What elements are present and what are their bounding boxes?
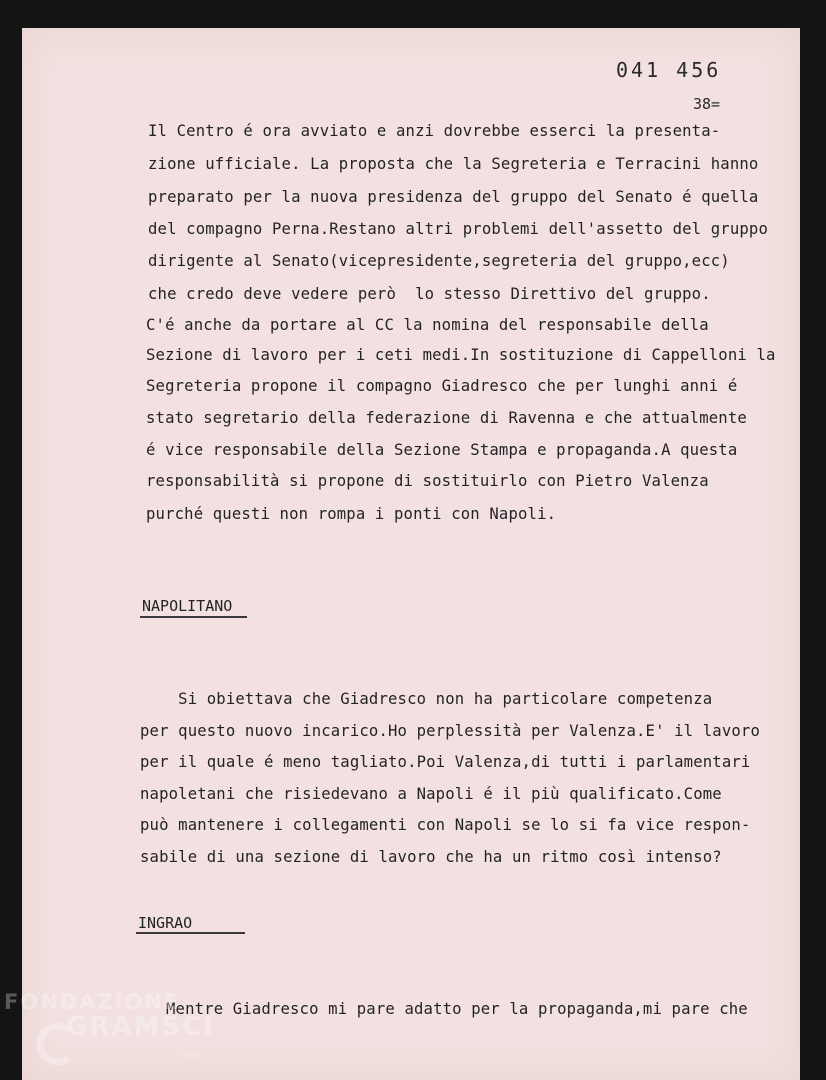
- text-line: Il Centro é ora avviato e anzi dovrebbe esserci la presenta-: [148, 122, 721, 140]
- page-number: 38=: [693, 95, 721, 113]
- text-line: C'é anche da portare al CC la nomina del responsabile della: [146, 316, 709, 334]
- text-line: purché questi non rompa i ponti con Napoli.: [146, 505, 557, 523]
- text-line: per questo nuovo incarico.Ho perplessità per Valenza.E' il lavoro: [140, 722, 760, 740]
- heading-underline: [140, 616, 247, 618]
- speaker-heading-napolitano: NAPOLITANO: [142, 597, 233, 615]
- text-line: Si obiettava che Giadresco non ha particolare competenza: [140, 690, 713, 708]
- watermark-line-1: FONDAZIONE: [4, 990, 181, 1014]
- text-line: del compagno Perna.Restano altri problemi dell'assetto del gruppo: [148, 220, 768, 238]
- text-line: responsabilità si propone di sostituirlo con Pietro Valenza: [146, 472, 709, 490]
- text-line: per il quale é meno tagliato.Poi Valenza,di tutti i parlamentari: [140, 753, 751, 771]
- watermark-line-2: GRAMSCI: [66, 1012, 215, 1042]
- watermark-line-3: onlus: [179, 1050, 201, 1059]
- text-line: zione ufficiale. La proposta che la Segreteria e Terracini hanno: [148, 155, 759, 173]
- speaker-heading-ingrao: INGRAO: [138, 914, 193, 932]
- text-line: stato segretario della federazione di Ravenna e che attualmente: [146, 409, 747, 427]
- text-line: Segreteria propone il compagno Giadresco che per lunghi anni é: [146, 377, 738, 395]
- text-line: Sezione di lavoro per i ceti medi.In sostituzione di Cappelloni la: [146, 346, 776, 364]
- text-line: Mentre Giadresco mi pare adatto per la propaganda,mi pare che: [166, 1000, 748, 1018]
- text-line: sabile di una sezione di lavoro che ha un ritmo così intenso?: [140, 848, 722, 866]
- document-number: 041 456: [616, 58, 722, 82]
- text-line: napoletani che risiedevano a Napoli é il più qualificato.Come: [140, 785, 722, 803]
- archive-watermark: [4, 990, 215, 1059]
- text-line: che credo deve vedere però lo stesso Direttivo del gruppo.: [148, 285, 711, 303]
- text-line: dirigente al Senato(vicepresidente,segreteria del gruppo,ecc): [148, 252, 730, 270]
- text-line: é vice responsabile della Sezione Stampa e propaganda.A questa: [146, 441, 738, 459]
- heading-underline: [136, 932, 245, 934]
- text-line: può mantenere i collegamenti con Napoli se lo si fa vice respon-: [140, 816, 751, 834]
- text-line: preparato per la nuova presidenza del gruppo del Senato é quella: [148, 188, 759, 206]
